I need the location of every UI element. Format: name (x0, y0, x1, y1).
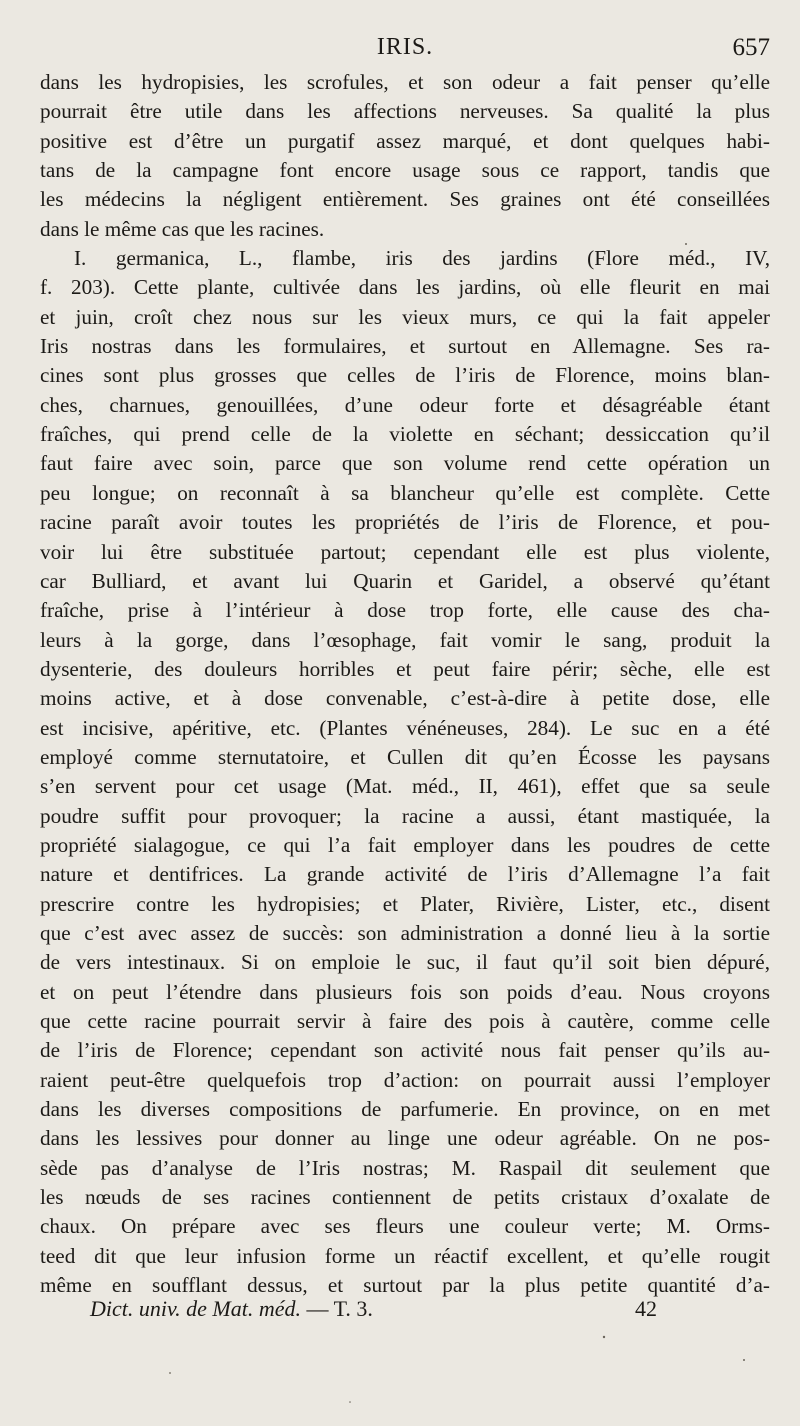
text-line: prescrire contre les hydropisies; et Plater, Rivière, Lister, etc., disent (40, 891, 770, 916)
signature-volume: — T. 3. (306, 1296, 373, 1321)
signature-number: 42 (635, 1296, 657, 1321)
text-line: pourrait être utile dans les affections nerveuses. Sa qualité la plus (40, 99, 770, 124)
text-line: dans les lessives pour donner au linge une odeur agréable. On ne pos- (40, 1126, 770, 1151)
text-line: racine paraît avoir toutes les propriétés de l’iris de Florence, et pou- (40, 510, 770, 535)
text-line: dysenterie, des douleurs horribles et peut faire périr; sèche, elle est (40, 656, 770, 681)
page-header (40, 30, 770, 66)
text-line: moins active, et à dose convenable, c’est-à-dire à petite dose, elle (40, 686, 770, 711)
text-line: dans le même cas que les racines. (40, 216, 325, 241)
text-line: tans de la campagne font encore usage sous ce rapport, tandis que (40, 158, 770, 183)
page-footer (40, 1290, 770, 1326)
text-line: que c’est avec assez de succès: son administration a donné lieu à la sortie (40, 920, 770, 945)
text-line: positive est d’être un purgatif assez marqué, et dont quelques habi- (40, 128, 770, 153)
text-line: dans les diverses compositions de parfumerie. En province, on en met (40, 1097, 770, 1122)
text-line: poudre suffit pour provoquer; la racine a aussi, étant mastiquée, la (40, 803, 770, 828)
text-line: de vers intestinaux. Si on emploie le suc, il faut qu’il soit bien dépuré, (40, 950, 770, 975)
text-line: fraîches, qui prend celle de la violette en séchant; dessiccation qu’il (40, 422, 770, 447)
page-number: 657 (732, 34, 770, 61)
text-line: peu longue; on reconnaît à sa blancheur qu’elle est complète. Cette (40, 480, 770, 505)
paper-speck (349, 1401, 351, 1403)
text-line: les nœuds de ses racines contiennent de petits cristaux d’oxalate de (40, 1185, 770, 1210)
text-line: teed dit que leur infusion forme un réactif excellent, et qu’elle rougit (40, 1243, 770, 1268)
text-line: est incisive, apéritive, etc. (Plantes vénéneuses, 284). Le suc en a été (40, 715, 770, 740)
text-line: de l’iris de Florence; cependant son activité nous fait penser qu’ils au- (40, 1038, 770, 1063)
text-line: propriété sialagogue, ce qui l’a fait employer dans les poudres de cette (40, 832, 770, 857)
text-line: sède pas d’analyse de l’Iris nostras; M. Raspail dit seulement que (40, 1155, 770, 1180)
printer-signature (90, 1296, 373, 1322)
text-line: chaux. On prépare avec ses fleurs une couleur verte; M. Orms- (40, 1214, 770, 1239)
text-line: faut faire avec soin, parce que son volume rend cette opération un (40, 451, 770, 476)
text-line: employé comme sternutatoire, et Cullen dit qu’en Écosse les paysans (40, 744, 770, 769)
text-line: ches, charnues, genouillées, d’une odeur forte et désagréable étant (40, 392, 770, 417)
paper-speck (169, 1372, 171, 1374)
signature-title: Dict. univ. de Mat. méd. (90, 1296, 301, 1321)
text-line: car Bulliard, et avant lui Quarin et Garidel, a observé qu’étant (40, 568, 770, 593)
text-line: nature et dentifrices. La grande activité de l’iris d’Allemagne l’a fait (40, 862, 770, 887)
text-line: leurs à la gorge, dans l’œsophage, fait vomir le sang, produit la (40, 627, 770, 652)
text-line: et on peut l’étendre dans plusieurs fois son poids d’eau. Nous croyons (40, 979, 770, 1004)
text-line: s’en servent pour cet usage (Mat. méd., II, 461), effet que sa seule (40, 774, 770, 799)
text-line: fraîche, prise à l’intérieur à dose trop forte, elle cause des cha- (40, 598, 770, 623)
text-line: voir lui être substituée partout; cependant elle est plus violente, (40, 539, 770, 564)
text-line: f. 203). Cette plante, cultivée dans les jardins, où elle fleurit en mai (40, 275, 770, 300)
paper-speck (743, 1359, 745, 1361)
text-line: même en soufflant dessus, et surtout par la plus petite quantité d’a- (40, 1273, 770, 1298)
running-title: IRIS. (376, 34, 434, 60)
text-line: et juin, croît chez nous sur les vieux murs, ce qui la fait appeler (40, 304, 770, 329)
text-line: cines sont plus grosses que celles de l’iris de Florence, moins blan- (40, 363, 770, 388)
text-line: dans les hydropisies, les scrofules, et son odeur a fait penser qu’elle (40, 70, 770, 94)
text-line: que cette racine pourrait servir à faire des pois à cautère, comme celle (40, 1009, 770, 1033)
paragraph-start-line: I. germanica, L., flambe, iris des jardins (Flore méd., IV, (74, 246, 770, 271)
text-line: raient peut-être quelquefois trop d’action: on pourrait aussi l’employer (40, 1067, 770, 1092)
paper-speck (603, 1336, 605, 1338)
text-line: Iris nostras dans les formulaires, et surtout en Allemagne. Ses ra- (40, 334, 770, 359)
text-line: les médecins la négligent entièrement. Ses graines ont été conseillées (40, 187, 770, 212)
body-text (40, 68, 770, 1300)
